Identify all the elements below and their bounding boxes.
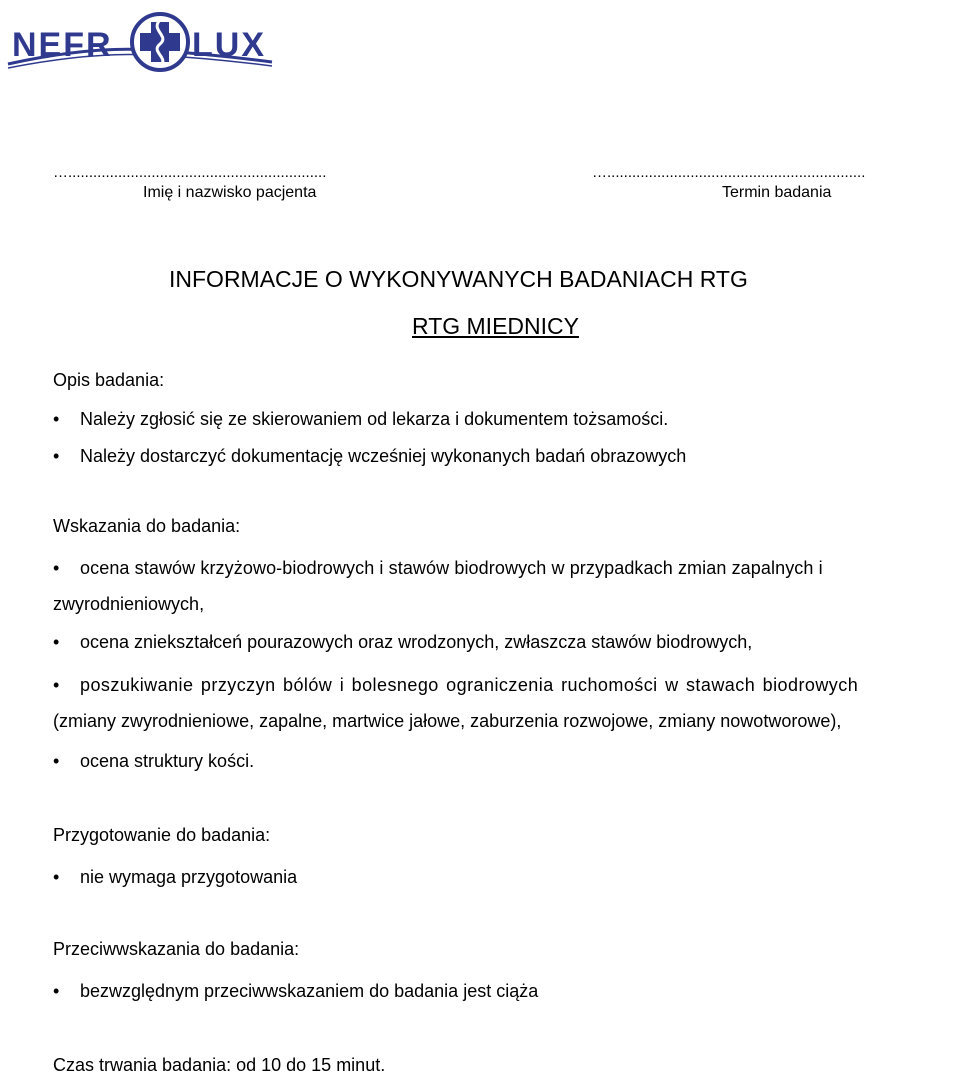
patient-name-label: Imię i nazwisko pacjenta: [143, 184, 317, 201]
logo-text-right: LUX: [192, 26, 266, 64]
list-item-text: ocena stawów krzyżowo-biodrowych i stawów biodrowych w przypadkach zmian zapalnych i: [80, 558, 823, 578]
bullet-icon: •: [53, 981, 60, 1001]
bullet-icon: •: [53, 409, 60, 429]
nefrolux-logo: [0, 0, 280, 90]
list-item-text: Należy dostarczyć dokumentację wcześniej wykonanych badań obrazowych: [80, 446, 687, 466]
bullet-icon: •: [53, 632, 60, 652]
page-subtitle: RTG MIEDNICY: [412, 313, 579, 339]
list-item-text: Należy zgłosić się ze skierowaniem od lekarza i dokumentem tożsamości.: [80, 409, 669, 429]
list-item-text: ocena struktury kości.: [80, 751, 255, 771]
section-heading-wskazania: Wskazania do badania:: [53, 516, 241, 536]
list-item-text-continued: zwyrodnieniowych,: [53, 594, 205, 614]
section-heading-opis: Opis badania:: [53, 370, 165, 390]
list-item-text-continued: (zmiany zwyrodnieniowe, zapalne, martwice jałowe, zaburzenia rozwojowe, zmiany nowotworowe),: [53, 711, 842, 731]
bullet-icon: •: [53, 675, 60, 695]
page-title: INFORMACJE O WYKONYWANYCH BADANIACH RTG: [169, 266, 748, 292]
medical-cross-icon: [132, 14, 188, 70]
exam-date-dots: …..............................................................: [592, 164, 866, 181]
exam-duration: Czas trwania badania: od 10 do 15 minut.: [53, 1055, 386, 1075]
exam-date-label: Termin badania: [722, 184, 832, 201]
list-item-text: ocena zniekształceń pourazowych oraz wrodzonych, zwłaszcza stawów biodrowych,: [80, 632, 753, 652]
section-heading-przygotowanie: Przygotowanie do badania:: [53, 825, 271, 845]
bullet-icon: •: [53, 751, 60, 771]
list-item-text: poszukiwanie przyczyn bólów i bolesnego ograniczenia ruchomości w stawach biodrowych: [80, 675, 859, 695]
bullet-icon: •: [53, 558, 60, 578]
bullet-icon: •: [53, 867, 60, 887]
section-heading-przeciwwskazania: Przeciwwskazania do badania:: [53, 939, 300, 959]
list-item-text: bezwzględnym przeciwwskazaniem do badania jest ciąża: [80, 981, 539, 1001]
patient-name-dots: …..............................................................: [53, 164, 327, 181]
list-item-text: nie wymaga przygotowania: [80, 867, 298, 887]
bullet-icon: •: [53, 446, 60, 466]
logo-text-left: NEFR: [12, 26, 113, 64]
